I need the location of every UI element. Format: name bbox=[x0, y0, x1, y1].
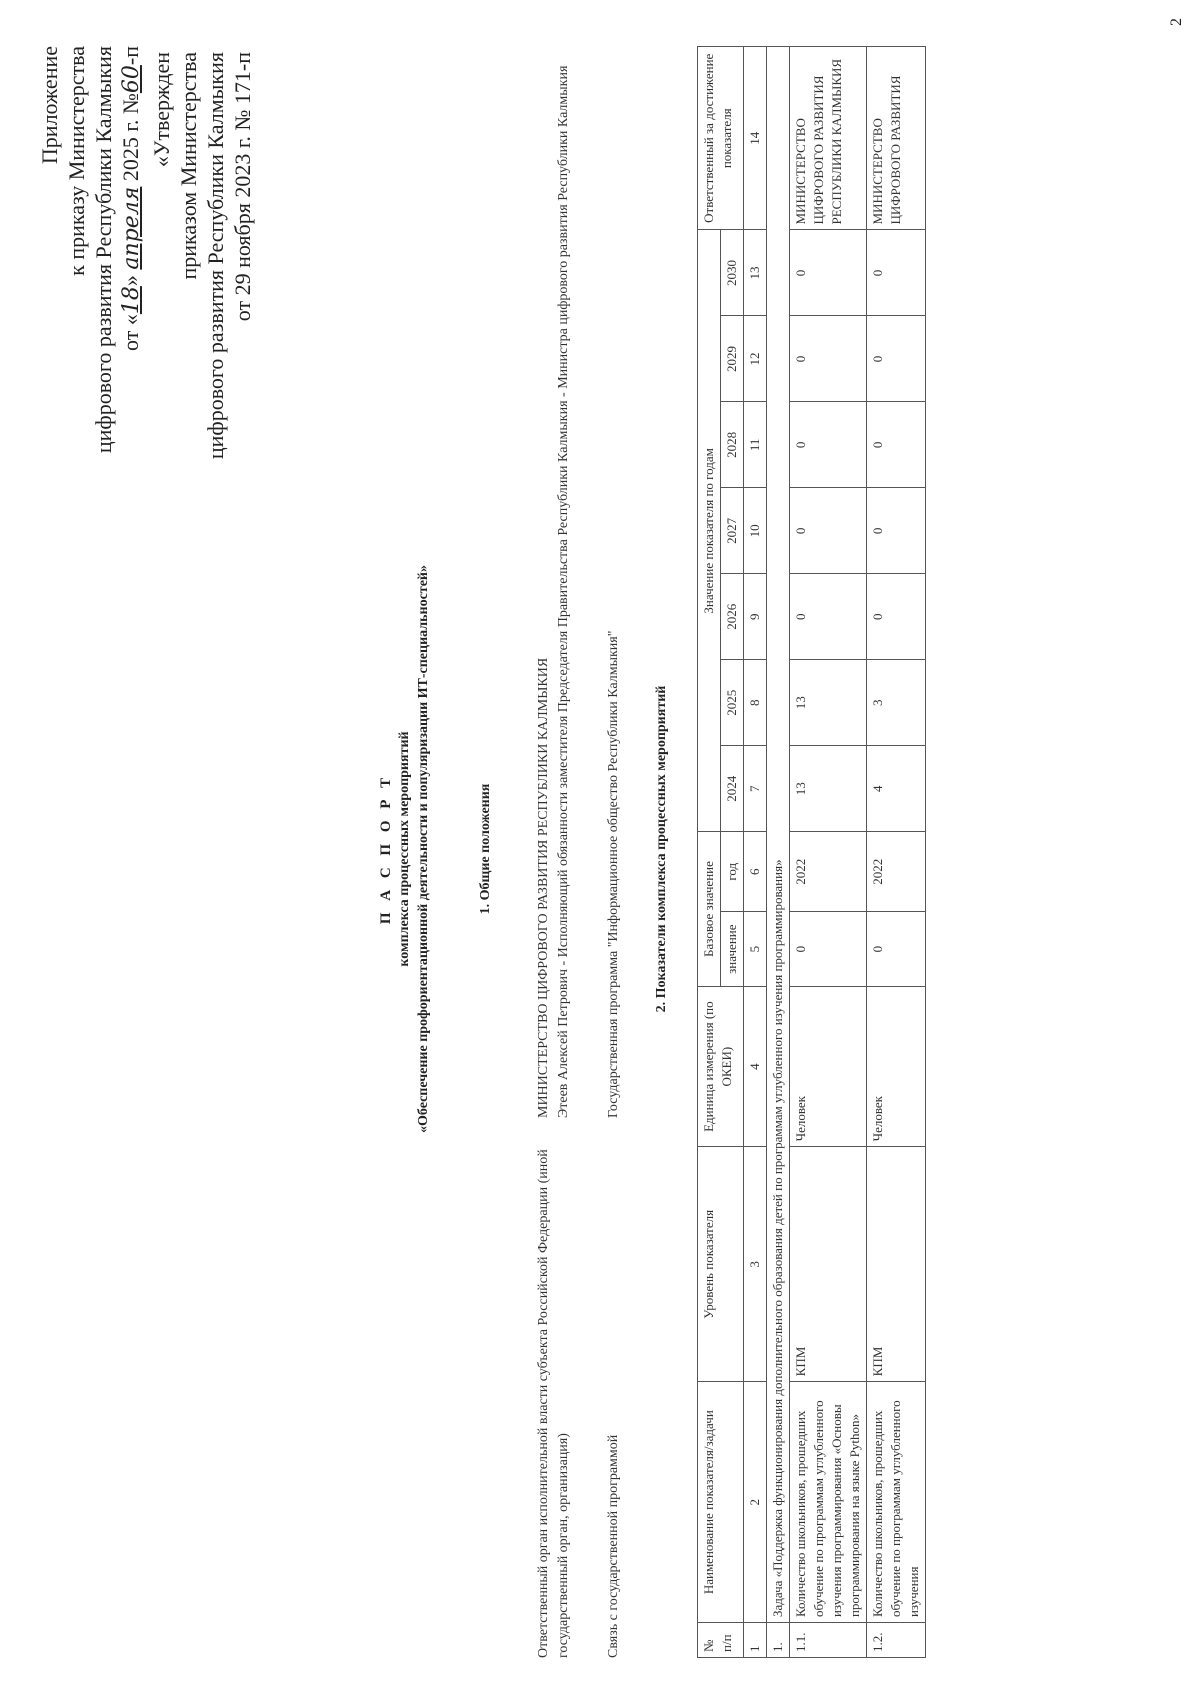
value-2027: 0 bbox=[790, 488, 867, 574]
value-2027: 0 bbox=[867, 488, 926, 574]
header-unit: Единица измерения (по ОКЕИ) bbox=[698, 986, 744, 1146]
responsible: МИНИСТЕРСТВО ЦИФРОВОГО РАЗВИТИЯ РЕСПУБЛИКИ КАЛМЫКИЯ bbox=[790, 47, 867, 231]
appendix-line-3: цифрового развития Республики Калмыкия bbox=[91, 46, 116, 454]
header-year-2027: 2027 bbox=[721, 488, 744, 574]
value-2028: 0 bbox=[790, 402, 867, 488]
indicator-unit: Человек bbox=[867, 986, 926, 1146]
col-num: 6 bbox=[744, 832, 767, 912]
col-num: 8 bbox=[744, 660, 767, 746]
date-prefix: от « bbox=[118, 314, 143, 351]
responsible-org-value bbox=[534, 58, 574, 1118]
appendix-date-line bbox=[117, 46, 145, 566]
program-link-label: Связь с государственной программой bbox=[606, 1434, 621, 1658]
header-no: № п/п bbox=[698, 1623, 744, 1658]
value-2026: 0 bbox=[790, 574, 867, 660]
responsible-org-label: Ответственный орган исполнительной власти субъекта Российской Федерации (иной государственный орган, организация) bbox=[536, 1149, 571, 1658]
base-year: 2022 bbox=[867, 832, 926, 912]
row-number: 1.2. bbox=[867, 1623, 926, 1658]
header-base: Базовое значение bbox=[698, 832, 721, 987]
col-num: 1 bbox=[744, 1623, 767, 1658]
page-number: 2 bbox=[1168, 18, 1185, 26]
base-year: 2022 bbox=[790, 832, 867, 912]
indicator-name: Количество школьников, прошедших обучение по программам углубленного изучения программирования «Основы программирования на языке Python» bbox=[790, 1382, 867, 1623]
col-num: 13 bbox=[744, 230, 767, 316]
table-row bbox=[790, 47, 867, 1658]
date-mid: » bbox=[118, 269, 143, 287]
value-2025: 3 bbox=[867, 660, 926, 746]
indicator-level: КПМ bbox=[867, 1147, 926, 1382]
value-2030: 0 bbox=[867, 230, 926, 316]
date-year: 2025 г. № bbox=[118, 93, 143, 187]
responsible-person: Этеев Алексей Петрович - Исполняющий обязанности заместителя Председателя Правительства Республики Калмыкия - Министра цифрового развития Республики Калмыкия bbox=[556, 65, 571, 1118]
value-2025: 13 bbox=[790, 660, 867, 746]
order-suffix: -п bbox=[118, 46, 143, 66]
indicator-unit: Человек bbox=[790, 986, 867, 1146]
header-row-1 bbox=[698, 47, 721, 1658]
header-responsible: Ответственный за достижение показателя bbox=[698, 47, 744, 231]
approved-line-4: от 29 ноября 2023 г. № 171-п bbox=[230, 52, 255, 322]
col-num: 12 bbox=[744, 316, 767, 402]
section-2-heading: 2. Показатели комплекса процессных мероприятий bbox=[654, 685, 669, 1013]
col-num: 5 bbox=[744, 912, 767, 987]
col-num: 2 bbox=[744, 1382, 767, 1623]
title-main: П А С П О Р Т bbox=[378, 773, 394, 925]
header-years: Значение показателя по годам bbox=[698, 230, 721, 832]
appendix-line-1: Приложение bbox=[37, 46, 62, 165]
title-sub-1: комплекса процессных мероприятий bbox=[397, 731, 412, 967]
task-text: Задача «Поддержка функционирования дополнительного образования детей по программам углубленного изучения программирования» bbox=[767, 47, 790, 1623]
column-number-row bbox=[744, 47, 767, 1658]
appendix-line-2: к приказу Министерства bbox=[64, 46, 89, 276]
col-num: 10 bbox=[744, 488, 767, 574]
document-title bbox=[378, 0, 433, 1698]
value-2028: 0 bbox=[867, 402, 926, 488]
indicator-name: Количество школьников, прошедших обучение по программам углубленного изучения bbox=[867, 1382, 926, 1623]
header-base-value: значение bbox=[721, 912, 744, 987]
header-year-2030: 2030 bbox=[721, 230, 744, 316]
col-num: 14 bbox=[744, 47, 767, 231]
title-sub-2: «Обеспечение профориентационной деятельности и популяризации ИТ-специальностей» bbox=[416, 565, 431, 1133]
header-year-2028: 2028 bbox=[721, 402, 744, 488]
approved-line-2: приказом Министерства bbox=[176, 52, 201, 280]
section-1-heading: 1. Общие положения bbox=[478, 783, 493, 915]
col-num: 11 bbox=[744, 402, 767, 488]
value-2024: 4 bbox=[867, 746, 926, 832]
header-year-2025: 2025 bbox=[721, 660, 744, 746]
program-link-value: Государственная программа "Информационное общество Республики Калмыкия" bbox=[606, 630, 621, 1118]
task-number: 1. bbox=[767, 1623, 790, 1658]
value-2026: 0 bbox=[867, 574, 926, 660]
value-2024: 13 bbox=[790, 746, 867, 832]
ministry-name: МИНИСТЕРСТВО ЦИФРОВОГО РАЗВИТИЯ РЕСПУБЛИКИ КАЛМЫКИЯ bbox=[536, 657, 551, 1118]
col-num: 9 bbox=[744, 574, 767, 660]
col-num: 3 bbox=[744, 1147, 767, 1382]
table-row bbox=[867, 47, 926, 1658]
base-value: 0 bbox=[867, 912, 926, 987]
header-base-year: год bbox=[721, 832, 744, 912]
value-2029: 0 bbox=[790, 316, 867, 402]
approved-block bbox=[148, 52, 256, 572]
header-year-2024: 2024 bbox=[721, 746, 744, 832]
header-year-2029: 2029 bbox=[721, 316, 744, 402]
indicator-level: КПМ bbox=[790, 1147, 867, 1382]
approved-line-1: «Утвержден bbox=[149, 52, 174, 168]
base-value: 0 bbox=[790, 912, 867, 987]
handwritten-number: 60 bbox=[119, 65, 144, 94]
responsible: МИНИСТЕРСТВО ЦИФРОВОГО РАЗВИТИЯ bbox=[867, 47, 926, 231]
col-num: 7 bbox=[744, 746, 767, 832]
row-number: 1.1. bbox=[790, 1623, 867, 1658]
task-row bbox=[767, 47, 790, 1658]
handwritten-day: 18 bbox=[119, 286, 144, 315]
header-level: Уровень показателя bbox=[698, 1147, 744, 1382]
header-year-2026: 2026 bbox=[721, 574, 744, 660]
header-name: Наименование показателя/задачи bbox=[698, 1382, 744, 1623]
value-2029: 0 bbox=[867, 316, 926, 402]
appendix-block bbox=[36, 46, 145, 566]
approved-line-3: цифрового развития Республики Калмыкия bbox=[203, 52, 228, 460]
col-num: 4 bbox=[744, 986, 767, 1146]
indicators-table bbox=[697, 46, 926, 1658]
handwritten-month: апреля bbox=[119, 186, 144, 270]
value-2030: 0 bbox=[790, 230, 867, 316]
